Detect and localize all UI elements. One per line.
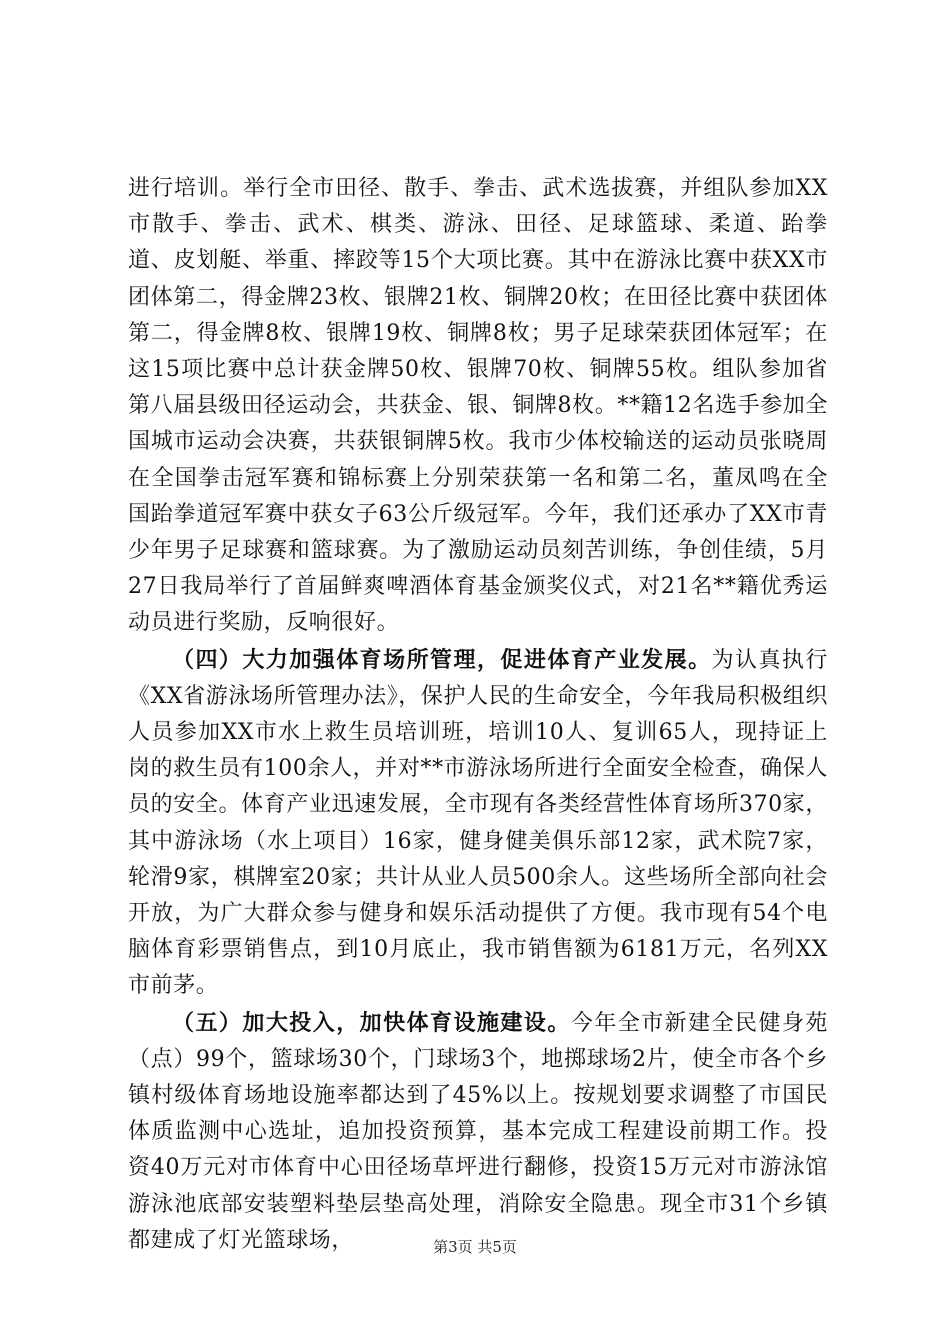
paragraph-continued — [128, 171, 828, 642]
section-5-heading: （五）加大投入，加快体育设施建设。 — [172, 1009, 571, 1036]
section-5-paragraph — [128, 1005, 828, 1259]
page-footer — [0, 1236, 950, 1257]
section-4-paragraph — [128, 642, 828, 1005]
section-4-heading: （四）大力加强体育场所管理，促进体育产业发展。 — [172, 646, 712, 673]
document-body — [128, 171, 828, 1259]
section-5-body: 今年全市新建全民健身苑（点）99个，篮球场30个，门球场3个，地掷球场2片，使全市各个乡镇村级体育场地设施率都达到了45%以上。按规划要求调整了市国民体质监测中心选址，追加投资预算，基本完成工程建设前期工作。投资40万元对市体育中心田径场草坪进行翻修，投资15万元对市游泳馆游泳池底部安装塑料垫层垫高处理，消除安全隐患。现全市31个乡镇都建成了灯光篮球场， — [128, 1010, 829, 1253]
section-4-body: 为认真执行《XX省游泳场所管理办法》，保护人民的生命安全，今年我局积极组织人员参加XX市水上救生员培训班，培训10人、复训65人，现持证上岗的救生员有100余人，并对**市游泳场所进行全面安全检查，确保人员的安全。体育产业迅速发展，全市现有各类经营性体育场所370家，其中游泳场（水上项目）16家，健身健美俱乐部12家，武术院7家，轮滑9家，棋牌室20家；共计从业人员500余人。这些场所全部向社会开放，为广大群众参与健身和娱乐活动提供了方便。我市现有54个电脑体育彩票销售点，到10月底止，我市销售额为6181万元，名列XX市前茅。 — [128, 647, 828, 999]
paragraph-1-text: 进行培训。举行全市田径、散手、拳击、武术选拔赛，并组队参加XX市散手、拳击、武术、棋类、游泳、田径、足球篮球、柔道、跆拳道、皮划艇、举重、摔跤等15个大项比赛。其中在游泳比赛中获XX市团体第二，得金牌23枚、银牌21枚、铜牌20枚；在田径比赛中获团体第二，得金牌8枚、银牌19枚、铜牌8枚；男子足球荣获团体冠军；在这15项比赛中总计获金牌50枚、银牌70枚、铜牌55枚。组队参加省第八届县级田径运动会，共获金、银、铜牌8枚。**籍12名选手参加全国城市运动会决赛，共获银铜牌5枚。我市少体校输送的运动员张晓周在全国拳击冠军赛和锦标赛上分别荣获第一名和第二名，董凤鸣在全国跆拳道冠军赛中获女子63公斤级冠军。今年，我们还承办了XX市青少年男子足球赛和篮球赛。为了激励运动员刻苦训练，争创佳绩，5月27日我局举行了首届鲜爽啤酒体育基金颁奖仪式，对21名**籍优秀运动员进行奖励，反响很好。 — [128, 176, 828, 636]
page-number: 第3页 共5页 — [433, 1238, 517, 1256]
